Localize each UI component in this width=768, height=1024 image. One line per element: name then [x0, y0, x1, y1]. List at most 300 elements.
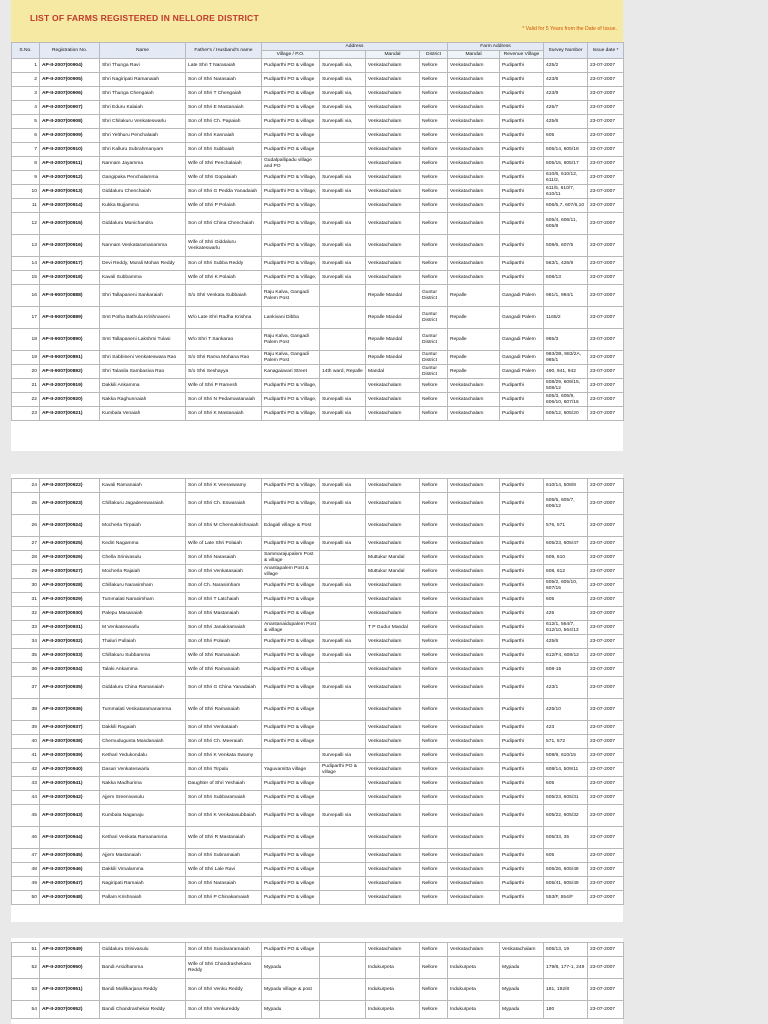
cell-farm-mandal: Venkatachalam — [448, 607, 500, 621]
cell-name: Nakka Madhurima — [100, 777, 186, 791]
cell-name: Chella Srinivasulu — [100, 551, 186, 565]
cell-issue-date: 23-07-2007 — [588, 877, 624, 891]
cell-issue-date: 23-07-2007 — [588, 593, 624, 607]
cell-issue-date: 23-07-2007 — [588, 891, 624, 905]
cell-via — [320, 777, 366, 791]
cell-farm-mandal: Venkatachalam — [448, 721, 500, 735]
cell-village: Pudiparthi PO & Village, — [262, 185, 320, 199]
cell-district: Nellore — [420, 73, 448, 87]
cell-mandal: Venkatachalam — [366, 157, 420, 171]
cell-father: Son of Shri T Chengaiah — [186, 87, 262, 101]
cell-issue-date: 23-07-2007 — [588, 257, 624, 271]
cell-village: Pudiparthi PO & village — [262, 87, 320, 101]
cell-name: Gangipaka Penchalamma — [100, 171, 186, 185]
cell-name: Dakkili Ankamma — [100, 379, 186, 393]
cell-mandal: Venkatachalam — [366, 863, 420, 877]
cell-survey: 180 — [544, 1001, 588, 1019]
cell-survey: 508/6, 607/5 — [544, 235, 588, 257]
cell-father: Son of Shri Narasaiah — [186, 877, 262, 891]
cell-revenue-village: Mypadu — [500, 979, 544, 1001]
cell-name: Mocherla Rajaiah — [100, 565, 186, 579]
cell-revenue-village: Pudiparthi — [500, 73, 544, 87]
cell-district: Nellore — [420, 551, 448, 565]
cell-farm-mandal: Venkatachalam — [448, 479, 500, 493]
cell-village: Pudiparthi PO & village — [262, 827, 320, 849]
cell-farm-mandal: Venkatachalam — [448, 59, 500, 73]
table-row — [12, 749, 624, 763]
cell-sno: 26 — [12, 515, 40, 537]
cell-mandal: Venkatachalam — [366, 877, 420, 891]
cell-survey: 563/1, 426/9 — [544, 257, 588, 271]
cell-farm-mandal: Venkatachalam — [448, 551, 500, 565]
table-row — [12, 607, 624, 621]
cell-via — [320, 593, 366, 607]
cell-sno: 46 — [12, 827, 40, 849]
cell-name: Shri Yelthuru Penchalaiah — [100, 129, 186, 143]
cell-survey: 605/4, 606/11, 605/8 — [544, 213, 588, 235]
cell-reg: AP-II-2007(00927) — [40, 565, 100, 579]
cell-mandal: Venkatachalam — [366, 393, 420, 407]
cell-revenue-village: Gangadi Palem — [500, 351, 544, 365]
cell-district: Nellore — [420, 537, 448, 551]
cell-revenue-village: Pudiparthi — [500, 101, 544, 115]
cell-village: Pudiparthi PO & village — [262, 607, 320, 621]
cell-village: Pudiparthi PO & village — [262, 805, 320, 827]
cell-issue-date: 23-07-2007 — [588, 479, 624, 493]
cell-sno: 4 — [12, 101, 40, 115]
cell-mandal: Venkatachalam — [366, 635, 420, 649]
cell-mandal: Venkatachalam — [366, 699, 420, 721]
cell-village: Anantanaidupalem Post & village — [262, 621, 320, 635]
cell-name: Bandi Mallikarjana Reddy — [100, 979, 186, 1001]
cell-via — [320, 351, 366, 365]
cell-mandal: Venkatachalam — [366, 537, 420, 551]
cell-survey: 605/12, 605/20 — [544, 407, 588, 421]
cell-sno: 14 — [12, 257, 40, 271]
cell-father: Son of Shri K Venkata Swamy — [186, 749, 262, 763]
table-row — [12, 1001, 624, 1019]
cell-issue-date: 23-07-2007 — [588, 763, 624, 777]
cell-survey: 605/23, 605/47 — [544, 537, 588, 551]
cell-farm-mandal: Venkatachalam — [448, 271, 500, 285]
cell-farm-mandal: Venkatachalam — [448, 891, 500, 905]
cell-reg: AP-II-2007(00936) — [40, 699, 100, 721]
cell-farm-mandal: Venkatachalam — [448, 87, 500, 101]
cell-name: Chillakuru Narasimham — [100, 579, 186, 593]
cell-revenue-village: Pudiparthi — [500, 607, 544, 621]
header-survey: Survey Number — [544, 43, 588, 59]
cell-district: Nellore — [420, 621, 448, 635]
cell-farm-mandal: Venkatachalam — [448, 593, 500, 607]
cell-sno: 41 — [12, 749, 40, 763]
cell-name: Giddaluru Munichandra — [100, 213, 186, 235]
table-row — [12, 551, 624, 565]
cell-survey: 605 — [544, 593, 588, 607]
cell-name: Shri Chilakuru Venkateswarlu — [100, 115, 186, 129]
cell-father: Wife of Shri Lale Ravi — [186, 863, 262, 877]
table-row — [12, 393, 624, 407]
farms-table-page-1 — [11, 42, 624, 421]
cell-father: Son of Shri Narasaiah — [186, 551, 262, 565]
cell-mandal: Mandal — [366, 365, 420, 379]
cell-via: Survepalli via — [320, 257, 366, 271]
cell-father: Son of Shri Janakiramaiah — [186, 621, 262, 635]
cell-issue-date: 23-07-2007 — [588, 607, 624, 621]
cell-revenue-village: Pudiparthi — [500, 805, 544, 827]
cell-reg: AP-II-2007(00938) — [40, 735, 100, 749]
cell-mandal: Repalle Mandal — [366, 307, 420, 329]
cell-via: Survepalli via, — [320, 87, 366, 101]
cell-sno: 48 — [12, 863, 40, 877]
cell-issue-date: 23-07-2007 — [588, 199, 624, 213]
cell-father: Son of Shri Ch. Eswaraiah — [186, 493, 262, 515]
cell-village: Pudiparthi PO & village — [262, 115, 320, 129]
cell-name: Mocherla Tirpaiah — [100, 515, 186, 537]
cell-issue-date: 23-07-2007 — [588, 143, 624, 157]
cell-mandal: Indukurpeta — [366, 957, 420, 979]
table-row — [12, 537, 624, 551]
cell-farm-mandal: Venkatachalam — [448, 849, 500, 863]
cell-via: Survepalli via — [320, 537, 366, 551]
cell-name: Kediri Nagamma — [100, 537, 186, 551]
cell-name: Kumbala Naganaju — [100, 805, 186, 827]
cell-reg: AP-II-2007(00918) — [40, 271, 100, 285]
cell-sno: 25 — [12, 493, 40, 515]
table-row — [12, 979, 624, 1001]
cell-father: Wife of Shri Giddaluru Venkateswarlu — [186, 235, 262, 257]
cell-name: Nakka Raghunnaiah — [100, 393, 186, 407]
table-row — [12, 635, 624, 649]
cell-survey: 508/9, 610/15 — [544, 749, 588, 763]
cell-district: Nellore — [420, 721, 448, 735]
cell-survey: 490, 941, 942 — [544, 365, 588, 379]
cell-name: Talaki Ankamma — [100, 663, 186, 677]
cell-issue-date: 23-07-2007 — [588, 957, 624, 979]
table-row — [12, 257, 624, 271]
cell-reg: AP-II-2007(00943) — [40, 805, 100, 827]
cell-issue-date: 23-07-2007 — [588, 493, 624, 515]
cell-district: Nellore — [420, 749, 448, 763]
cell-issue-date: 23-07-2007 — [588, 621, 624, 635]
cell-name: Shri Talasila Sambasiva Rao — [100, 365, 186, 379]
cell-reg: AP-II-2007(00908) — [40, 115, 100, 129]
cell-father: Wife of Shri P Ramesh — [186, 379, 262, 393]
cell-survey: 605/23, 605/31 — [544, 791, 588, 805]
cell-revenue-village: Pudiparthi — [500, 849, 544, 863]
cell-district: Nellore — [420, 663, 448, 677]
cell-mandal: T P Gudur Mandal — [366, 621, 420, 635]
cell-mandal: Venkatachalam — [366, 257, 420, 271]
table-row — [12, 185, 624, 199]
cell-father: Son of Shri Venkatasaiah — [186, 565, 262, 579]
validity-note: * Valid for 5 Years from the Date of Issue. — [522, 26, 617, 32]
cell-village: Pudiparthi PO & village — [262, 129, 320, 143]
cell-revenue-village: Pudiparthi — [500, 271, 544, 285]
cell-name: Devi Reddy, Murali Mohan Reddy — [100, 257, 186, 271]
cell-district: Nellore — [420, 59, 448, 73]
cell-survey: 605/3, 605/9, 606/10, 607/16 — [544, 393, 588, 407]
cell-issue-date: 23-07-2007 — [588, 749, 624, 763]
cell-farm-mandal: Indukurpeta — [448, 979, 500, 1001]
cell-father: W/o Late Shri Radha Krishna — [186, 307, 262, 329]
cell-issue-date: 23-07-2007 — [588, 171, 624, 185]
cell-reg: AP-II-2007(00905) — [40, 73, 100, 87]
table-row — [12, 351, 624, 365]
cell-mandal: Venkatachalam — [366, 891, 420, 905]
cell-via: Survepalli via — [320, 677, 366, 699]
header-father: Father's / Husband's name — [186, 43, 262, 59]
cell-issue-date: 23-07-2007 — [588, 285, 624, 307]
cell-farm-mandal: Venkatachalam — [448, 565, 500, 579]
header-address: Address — [262, 43, 448, 51]
table-row — [12, 379, 624, 393]
cell-sno: 47 — [12, 849, 40, 863]
cell-village: Pudiparthi PO & Village, — [262, 271, 320, 285]
cell-father: Son of Shri E Mastanaiah — [186, 101, 262, 115]
table-row — [12, 199, 624, 213]
cell-district: Nellore — [420, 649, 448, 663]
cell-village: Kanagaiavari Street — [262, 365, 320, 379]
cell-father: Wife of Shri Gopalaiah — [186, 171, 262, 185]
cell-name: Kavali Ramanaiah — [100, 479, 186, 493]
cell-reg: AP-II-9007(00892) — [40, 365, 100, 379]
cell-reg: AP-II-2007(00930) — [40, 607, 100, 621]
cell-district: Nellore — [420, 185, 448, 199]
cell-sno: 11 — [12, 199, 40, 213]
cell-father: Son of Shri Ch. Meeraiah — [186, 735, 262, 749]
cell-farm-mandal: Venkatachalam — [448, 699, 500, 721]
cell-father: Son of Shri K Mastanaiah — [186, 407, 262, 421]
cell-mandal: Venkatachalam — [366, 185, 420, 199]
cell-farm-mandal: Venkatachalam — [448, 379, 500, 393]
cell-district: Nellore — [420, 129, 448, 143]
cell-revenue-village: Pudiparthi — [500, 863, 544, 877]
cell-sno: 33 — [12, 621, 40, 635]
cell-issue-date: 23-07-2007 — [588, 805, 624, 827]
cell-village: Pudiparthi PO & village — [262, 943, 320, 957]
cell-father: Wife of Shri Ramanaiah — [186, 699, 262, 721]
cell-via: Pudiparthi PO & village — [320, 763, 366, 777]
cell-reg: AP-II-2007(00904) — [40, 59, 100, 73]
cell-district: Nellore — [420, 115, 448, 129]
cell-issue-date: 23-07-2007 — [588, 565, 624, 579]
cell-district: Guntur District — [420, 307, 448, 329]
cell-mandal: Indukurpeta — [366, 979, 420, 1001]
table-row — [12, 621, 624, 635]
cell-father: Son of Shri Sundararamaiah — [186, 943, 262, 957]
cell-father: Son of Ch. Narasimham — [186, 579, 262, 593]
cell-village: Pudiparthi PO & village — [262, 663, 320, 677]
table-row — [12, 87, 624, 101]
cell-sno: 7 — [12, 143, 40, 157]
cell-father: Wife of Shri Penchalaiah — [186, 157, 262, 171]
cell-farm-mandal: Venkatachalam — [448, 763, 500, 777]
cell-farm-mandal: Repalle — [448, 285, 500, 307]
cell-father: Son of Shri K Veeraswamy — [186, 479, 262, 493]
table-row — [12, 943, 624, 957]
cell-sno: 12 — [12, 213, 40, 235]
cell-district: Nellore — [420, 101, 448, 115]
cell-mandal: Venkatachalam — [366, 115, 420, 129]
cell-mandal: Venkatachalam — [366, 827, 420, 849]
cell-mandal: Venkatachalam — [366, 479, 420, 493]
cell-district: Nellore — [420, 515, 448, 537]
cell-father: S/o Shri Seshayya — [186, 365, 262, 379]
cell-issue-date: 23-07-2007 — [588, 59, 624, 73]
cell-survey: 605 — [544, 777, 588, 791]
cell-district: Nellore — [420, 607, 448, 621]
cell-survey: 605/5, 605/7, 606/12 — [544, 493, 588, 515]
cell-sno: 40 — [12, 735, 40, 749]
cell-father: Son of Shri T Latchaiah — [186, 593, 262, 607]
cell-father: Son of Shri G Pedda Yanadaiah — [186, 185, 262, 199]
cell-mandal: Venkatachalam — [366, 199, 420, 213]
cell-via — [320, 607, 366, 621]
farms-table-page-2 — [11, 478, 624, 905]
cell-revenue-village: Gangadi Palem — [500, 285, 544, 307]
cell-father: Son of Shri Subba Reddy — [186, 257, 262, 271]
cell-revenue-village: Pudiparthi — [500, 565, 544, 579]
cell-via: Survepalli via — [320, 579, 366, 593]
cell-father: Son of Shri Tirpalu — [186, 763, 262, 777]
cell-father: Son of Shri Kannaiah — [186, 129, 262, 143]
cell-village: Pudiparthi PO & Village, — [262, 213, 320, 235]
cell-issue-date: 23-07-2007 — [588, 979, 624, 1001]
cell-village: Pudiparthi PO & village — [262, 73, 320, 87]
cell-village: Edagali village & Post — [262, 515, 320, 537]
cell-farm-mandal: Indukurpeta — [448, 957, 500, 979]
cell-via — [320, 663, 366, 677]
cell-survey: 608/14, 509/11 — [544, 763, 588, 777]
cell-mandal: Venkatachalam — [366, 143, 420, 157]
cell-sno: 2 — [12, 73, 40, 87]
cell-district: Nellore — [420, 957, 448, 979]
cell-via: Survepalli via, — [320, 73, 366, 87]
cell-survey: 179/8, 177-1, 249 — [544, 957, 588, 979]
cell-name: M Venkateswarlu — [100, 621, 186, 635]
cell-survey: 425/6 — [544, 115, 588, 129]
cell-reg: AP-II-2007(00944) — [40, 827, 100, 849]
cell-mandal: Venkatachalam — [366, 791, 420, 805]
cell-issue-date: 23-07-2007 — [588, 1001, 624, 1019]
cell-via — [320, 329, 366, 351]
cell-reg: AP-II-2007(00909) — [40, 129, 100, 143]
cell-issue-date: 23-07-2007 — [588, 329, 624, 351]
cell-mandal: Venkatachalam — [366, 649, 420, 663]
cell-name: Nannam Venkataramanamma — [100, 235, 186, 257]
cell-mandal: Venkatachalam — [366, 129, 420, 143]
cell-district: Guntur District — [420, 285, 448, 307]
header-blank — [320, 51, 366, 59]
cell-reg: AP-II-2007(00920) — [40, 393, 100, 407]
cell-via — [320, 129, 366, 143]
cell-father: Wife of Shri Ramanaiah — [186, 663, 262, 677]
cell-name: Giddaluru Srinivasulu — [100, 943, 186, 957]
cell-reg: AP-II-2007(00928) — [40, 579, 100, 593]
table-row — [12, 849, 624, 863]
cell-district: Nellore — [420, 777, 448, 791]
cell-revenue-village: Pudiparthi — [500, 407, 544, 421]
cell-sno: 1 — [12, 59, 40, 73]
cell-via: Survepalli via — [320, 635, 366, 649]
cell-revenue-village: Pudiparthi — [500, 593, 544, 607]
cell-via — [320, 943, 366, 957]
cell-via: Survepalli via — [320, 649, 366, 663]
cell-reg: AP-II-2007(00952) — [40, 1001, 100, 1019]
cell-survey: 605/13, 19 — [544, 943, 588, 957]
cell-reg: AP-II-2007(00940) — [40, 763, 100, 777]
table-row — [12, 721, 624, 735]
cell-issue-date: 23-07-2007 — [588, 157, 624, 171]
cell-village: Lankivani Dibba — [262, 307, 320, 329]
table-row — [12, 515, 624, 537]
cell-survey: 609, 610 — [544, 551, 588, 565]
cell-village: Pudiparthi PO & Village, — [262, 379, 320, 393]
table-row — [12, 777, 624, 791]
farms-table-page-3 — [11, 942, 624, 1019]
cell-reg: AP-II-2007(00912) — [40, 171, 100, 185]
cell-revenue-village: Pudiparthi — [500, 235, 544, 257]
cell-via — [320, 735, 366, 749]
cell-village: Anantapalem Post & village — [262, 565, 320, 579]
cell-revenue-village: Pudiparthi — [500, 663, 544, 677]
cell-mandal: Venkatachalam — [366, 663, 420, 677]
cell-issue-date: 23-07-2007 — [588, 863, 624, 877]
cell-farm-mandal: Indukurpeta — [448, 1001, 500, 1019]
cell-sno: 22 — [12, 393, 40, 407]
cell-issue-date: 23-07-2007 — [588, 663, 624, 677]
cell-village: Pudiparthi PO & Village, — [262, 493, 320, 515]
cell-village: Pudiparthi PO & village — [262, 877, 320, 891]
cell-farm-mandal: Venkatachalam — [448, 735, 500, 749]
cell-farm-mandal: Venkatachalam — [448, 199, 500, 213]
cell-district: Nellore — [420, 257, 448, 271]
cell-via: Survepalli via — [320, 749, 366, 763]
cell-district: Nellore — [420, 157, 448, 171]
cell-name: Shri Eduru Kalaiah — [100, 101, 186, 115]
header-farm-address: Farm Address — [448, 43, 544, 51]
cell-name: Nagiripati Ramaiah — [100, 877, 186, 891]
header-mandal: Mandal — [366, 51, 420, 59]
cell-sno: 44 — [12, 791, 40, 805]
cell-revenue-village: Mypadu — [500, 1001, 544, 1019]
cell-survey: 608-15 — [544, 663, 588, 677]
cell-revenue-village: Pudiparthi — [500, 677, 544, 699]
cell-reg: AP-II-2007(00932) — [40, 635, 100, 649]
table-row — [12, 101, 624, 115]
cell-village: Mypadu — [262, 1001, 320, 1019]
cell-reg: AP-II-2007(00948) — [40, 891, 100, 905]
cell-farm-mandal: Venkatachalam — [448, 185, 500, 199]
cell-village: Raju Kalva, Gangadi Palem Post — [262, 329, 320, 351]
table-row — [12, 579, 624, 593]
cell-reg: AP-II-2007(00937) — [40, 721, 100, 735]
cell-survey: 608/13 — [544, 271, 588, 285]
cell-mandal: Venkatachalam — [366, 607, 420, 621]
cell-district: Nellore — [420, 407, 448, 421]
cell-via — [320, 699, 366, 721]
cell-village: Pudiparthi PO & village — [262, 579, 320, 593]
cell-father: Son of Shri Venkataiah — [186, 721, 262, 735]
cell-name: Shri Kalluru Subrahmanyam — [100, 143, 186, 157]
cell-mandal: Venkatachalam — [366, 87, 420, 101]
cell-sno: 51 — [12, 943, 40, 957]
cell-district: Nellore — [420, 677, 448, 699]
cell-sno: 45 — [12, 805, 40, 827]
cell-mandal: Venkatachalam — [366, 749, 420, 763]
cell-revenue-village: Pudiparthi — [500, 59, 544, 73]
cell-village: Raju Kalva, Gangadi Palem Post — [262, 285, 320, 307]
